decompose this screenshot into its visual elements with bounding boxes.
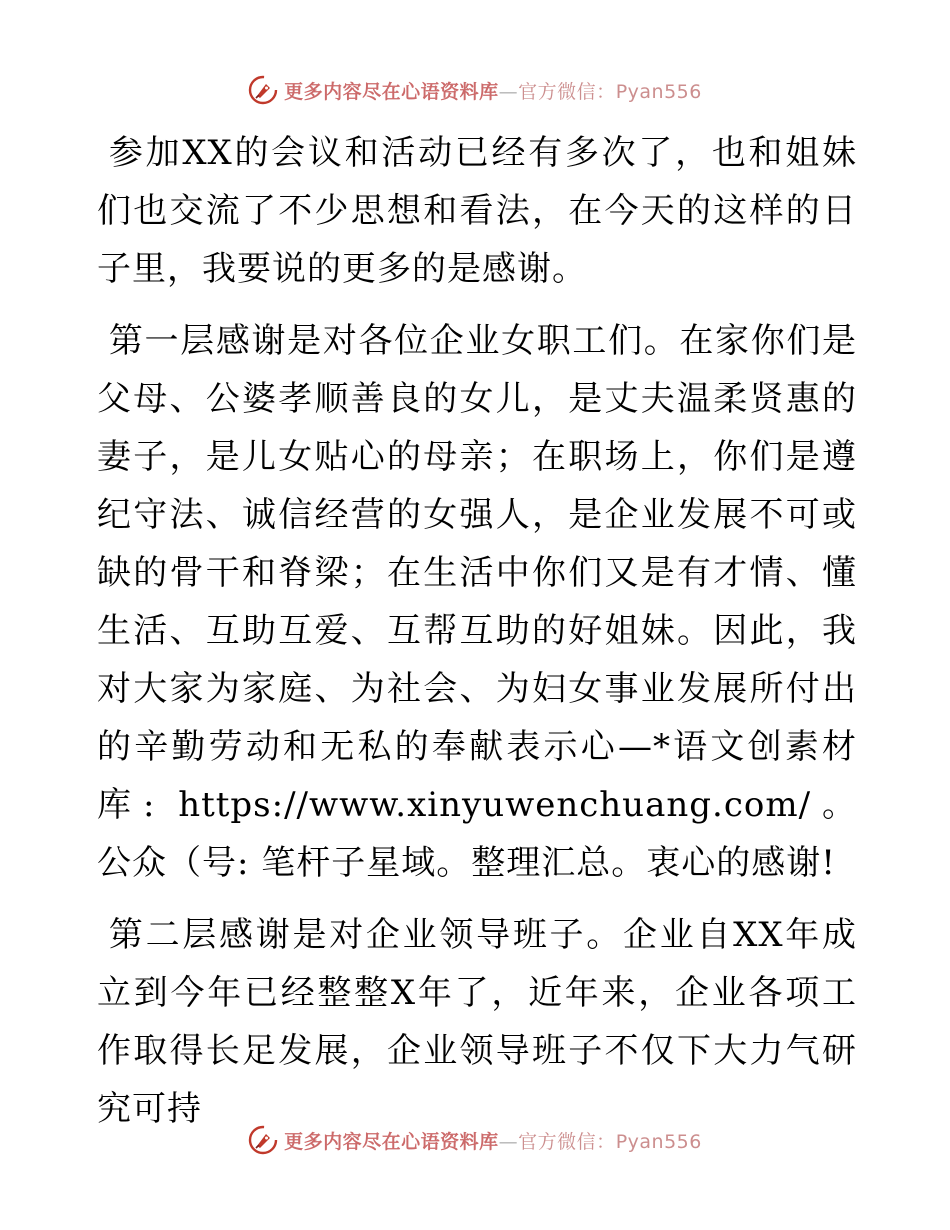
- watermark-id: Pyan556: [615, 80, 702, 103]
- watermark-text: [284, 77, 702, 104]
- watermark-main: 更多内容尽在心语资料库: [284, 1130, 499, 1153]
- watermark-main: 更多内容尽在心语资料库: [284, 80, 499, 103]
- pen-nib-logo-icon: [248, 75, 278, 105]
- footer-watermark: [0, 1122, 950, 1158]
- paragraph-3: 第二层感谢是对企业领导班子。企业自XX年成立到今年已经整整X年了，近年来，企业各项工作取得长足发展，企业领导班子不仅下大力气研究可持: [97, 915, 857, 1129]
- watermark-text: [284, 1127, 702, 1154]
- paragraph-1: 参加XX的会议和活动已经有多次了，也和姐妹们也交流了不少思想和看法，在今天的这样的日子里，我要说的更多的是感谢。: [97, 133, 857, 289]
- document-body: [97, 124, 857, 1152]
- watermark-dash: —: [498, 1130, 519, 1153]
- header-watermark: [0, 72, 950, 108]
- pen-nib-logo-icon: [248, 1125, 278, 1155]
- watermark-id: Pyan556: [615, 1130, 702, 1153]
- watermark-dash: —: [498, 80, 519, 103]
- watermark-account: 官方微信：: [518, 1130, 616, 1153]
- watermark-account: 官方微信：: [518, 80, 616, 103]
- paragraph-2: 第一层感谢是对各位企业女职工们。在家你们是父母、公婆孝顺善良的女儿，是丈夫温柔贤惠的妻子，是儿女贴心的母亲；在职场上，你们是遵纪守法、诚信经营的女强人，是企业发展不可或缺的骨干和脊梁；在生活中你们又是有才情、懂生活、互助互爱、互帮互助的好姐妹。因此，我对大家为家庭、为社会、为妇女事业发展所付出的辛勤劳动和无私的奉献表示心—*语文创素材库: https://www.xinyuwenchuang.com/。公众（号: 笔杆子星域。整理汇总。衷心的感谢!: [97, 321, 857, 883]
